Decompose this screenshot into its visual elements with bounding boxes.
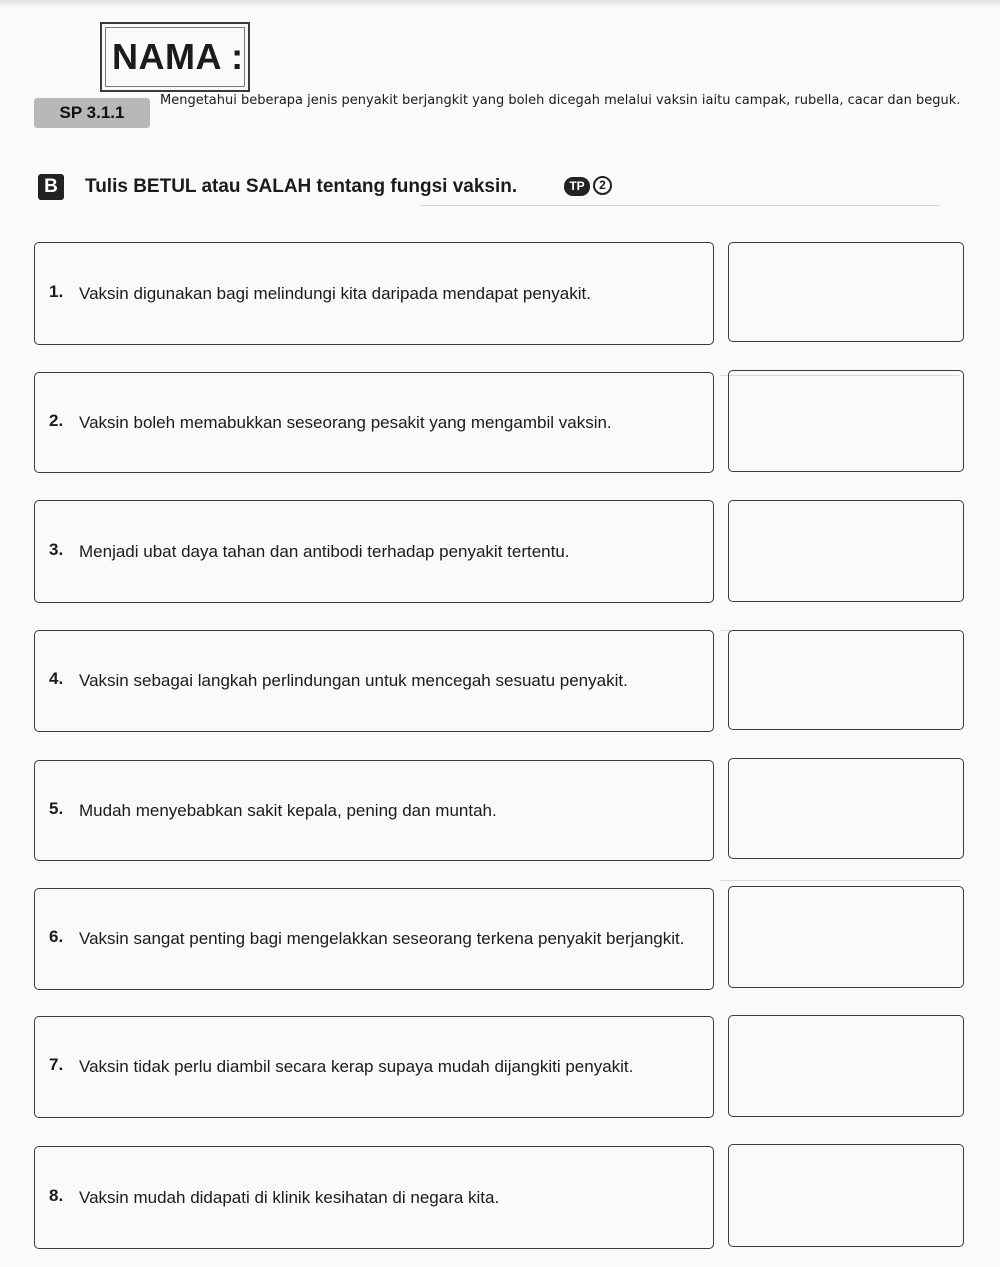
question-text: Vaksin sangat penting bagi mengelakkan seseorang terkena penyakit berjangkit. [79, 929, 685, 948]
question-box-7 [34, 1016, 714, 1118]
question-number: 3. [49, 539, 64, 559]
name-label: NAMA : [112, 36, 244, 77]
question-number: 4. [49, 669, 64, 688]
question-text: Mudah menyebabkan sakit kepala, pening dan muntah. [79, 800, 497, 820]
question-box-8 [34, 1146, 714, 1249]
question-box-2 [34, 372, 714, 473]
question-box-6 [34, 888, 714, 990]
answer-box-4[interactable] [728, 630, 964, 730]
question-box-4 [34, 630, 714, 732]
sp-code-badge: SP 3.1.1 [34, 98, 150, 128]
page-top-edge [0, 0, 1000, 8]
question-number: 5. [49, 798, 64, 818]
answer-box-6[interactable] [728, 886, 964, 988]
question-number: 8. [49, 1185, 64, 1205]
question-text: Menjadi ubat daya tahan dan antibodi terhadap penyakit tertentu. [79, 541, 570, 561]
question-box-1 [34, 242, 714, 345]
question-number: 1. [49, 281, 64, 301]
section-instruction: Tulis BETUL atau SALAH tentang fungsi vaksin. [85, 176, 518, 197]
tp-badge: TP [564, 177, 590, 196]
question-text: Vaksin mudah didapati di klinik kesihatan di negara kita. [79, 1187, 500, 1207]
section-letter-badge: B [38, 174, 64, 200]
answer-box-7[interactable] [728, 1015, 964, 1117]
question-number: 6. [49, 927, 64, 946]
question-number: 7. [49, 1055, 64, 1074]
answer-box-1[interactable] [728, 242, 964, 342]
answer-box-3[interactable] [728, 500, 964, 602]
question-box-3 [34, 500, 714, 603]
question-text: Vaksin boleh memabukkan seseorang pesakit yang mengambil vaksin. [79, 412, 612, 432]
answer-box-8[interactable] [728, 1144, 964, 1247]
answer-box-5[interactable] [728, 758, 964, 859]
question-text: Vaksin tidak perlu diambil secara kerap supaya mudah dijangkiti penyakit. [79, 1057, 634, 1076]
sp-description: Mengetahui beberapa jenis penyakit berjangkit yang boleh dicegah melalui vaksin iaitu campak, rubella, cacar dan beguk. [160, 93, 961, 108]
question-number: 2. [49, 410, 64, 430]
question-text: Vaksin digunakan bagi melindungi kita daripada mendapat penyakit. [79, 283, 591, 303]
bleed-through-line [420, 205, 940, 216]
answer-box-2[interactable] [728, 370, 964, 472]
question-box-5 [34, 760, 714, 861]
question-text: Vaksin sebagai langkah perlindungan untuk mencegah sesuatu penyakit. [79, 671, 628, 690]
tp-level-badge: 2 [593, 176, 612, 195]
